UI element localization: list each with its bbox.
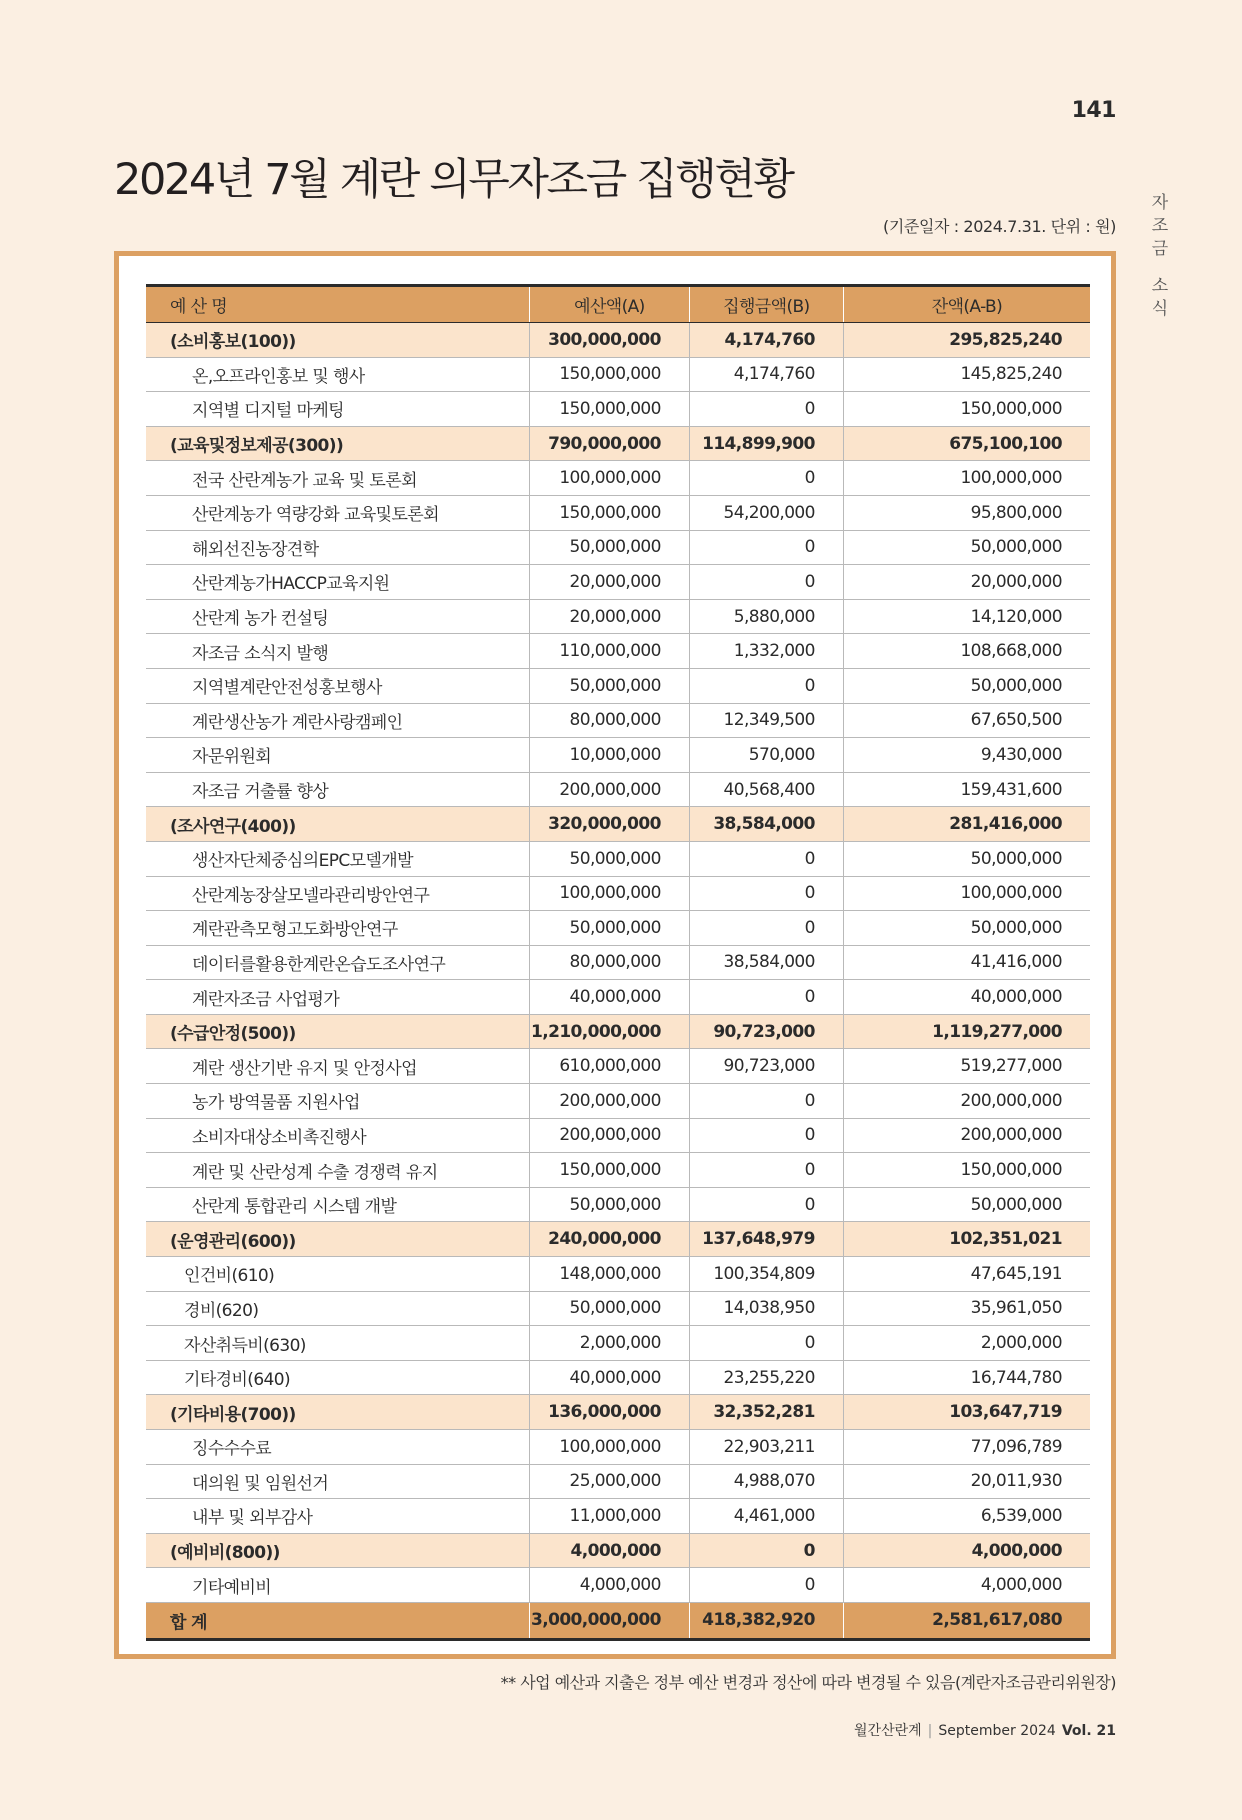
budget-name-cell: 계란관측모형고도화방안연구 [146, 911, 530, 946]
budget-amount-cell: 100,000,000 [530, 1430, 690, 1465]
budget-amount-cell: 790,000,000 [530, 426, 690, 461]
budget-name-cell: 계란자조금 사업평가 [146, 980, 530, 1015]
total-label: 합 계 [146, 1602, 530, 1639]
budget-name-cell: 자조금 거출률 향상 [146, 772, 530, 807]
budget-amount-cell: 50,000,000 [530, 668, 690, 703]
header-balance: 잔액(A-B) [843, 286, 1090, 323]
balance-cell: 50,000,000 [843, 668, 1090, 703]
executed-amount-cell: 90,723,000 [689, 1014, 843, 1049]
side-tab-gap [1148, 261, 1172, 275]
table-row [146, 1430, 1090, 1465]
budget-name-cell: 징수수수료 [146, 1430, 530, 1465]
budget-amount-cell: 4,000,000 [530, 1568, 690, 1603]
executed-amount-cell: 0 [689, 1568, 843, 1603]
side-tab-char: 소 [1151, 276, 1169, 296]
table-row [146, 599, 1090, 634]
balance-cell: 4,000,000 [843, 1568, 1090, 1603]
category-row [146, 807, 1090, 842]
category-row [146, 1222, 1090, 1257]
budget-name-cell: 기타예비비 [146, 1568, 530, 1603]
section-side-tab [1148, 192, 1172, 321]
budget-amount-cell: 2,000,000 [530, 1326, 690, 1361]
budget-name-cell: (예비비(800)) [146, 1533, 530, 1568]
budget-amount-cell: 20,000,000 [530, 599, 690, 634]
budget-amount-cell: 4,000,000 [530, 1533, 690, 1568]
table-row [146, 530, 1090, 565]
side-tab-char: 금 [1151, 239, 1169, 259]
executed-amount-cell: 0 [689, 876, 843, 911]
balance-cell: 2,000,000 [843, 1326, 1090, 1361]
balance-cell: 145,825,240 [843, 357, 1090, 392]
executed-amount-cell: 0 [689, 1326, 843, 1361]
budget-amount-cell: 50,000,000 [530, 1291, 690, 1326]
balance-cell: 295,825,240 [843, 323, 1090, 358]
executed-amount-cell: 54,200,000 [689, 495, 843, 530]
header-budget-name: 예 산 명 [146, 286, 530, 323]
budget-amount-cell: 40,000,000 [530, 1360, 690, 1395]
executed-amount-cell: 0 [689, 530, 843, 565]
side-tab-char: 조 [1151, 216, 1169, 236]
budget-amount-cell: 50,000,000 [530, 1187, 690, 1222]
balance-cell: 47,645,191 [843, 1257, 1090, 1292]
table-row [146, 1360, 1090, 1395]
table-row [146, 1464, 1090, 1499]
budget-name-cell: 자문위원회 [146, 738, 530, 773]
balance-cell: 40,000,000 [843, 980, 1090, 1015]
budget-name-cell: 산란계 농가 컨설팅 [146, 599, 530, 634]
table-row [146, 1084, 1090, 1119]
budget-amount-cell: 10,000,000 [530, 738, 690, 773]
budget-amount-cell: 100,000,000 [530, 876, 690, 911]
table-row [146, 565, 1090, 600]
budget-amount-cell: 150,000,000 [530, 1153, 690, 1188]
executed-amount-cell: 0 [689, 392, 843, 427]
magazine-name: 월간산란계 [854, 1723, 922, 1739]
budget-amount-cell: 150,000,000 [530, 357, 690, 392]
budget-name-cell: 자조금 소식지 발행 [146, 634, 530, 669]
executed-amount-cell: 100,354,809 [689, 1257, 843, 1292]
budget-amount-cell: 300,000,000 [530, 323, 690, 358]
budget-amount-cell: 200,000,000 [530, 1118, 690, 1153]
budget-amount-cell: 50,000,000 [530, 530, 690, 565]
executed-amount-cell: 0 [689, 1118, 843, 1153]
balance-cell: 200,000,000 [843, 1084, 1090, 1119]
budget-name-cell: 소비자대상소비촉진행사 [146, 1118, 530, 1153]
volume-number: Vol. 21 [1061, 1723, 1116, 1739]
executed-amount-cell: 38,584,000 [689, 807, 843, 842]
executed-amount-cell: 0 [689, 911, 843, 946]
executed-amount-cell: 4,174,760 [689, 357, 843, 392]
balance-cell: 41,416,000 [843, 945, 1090, 980]
total-budget: 3,000,000,000 [530, 1602, 690, 1639]
balance-cell: 50,000,000 [843, 841, 1090, 876]
balance-cell: 67,650,500 [843, 703, 1090, 738]
balance-cell: 20,000,000 [843, 565, 1090, 600]
budget-name-cell: 산란계농가 역량강화 교육및토론회 [146, 495, 530, 530]
budget-amount-cell: 100,000,000 [530, 461, 690, 496]
budget-name-cell: 산란계농장살모넬라관리방안연구 [146, 876, 530, 911]
executed-amount-cell: 23,255,220 [689, 1360, 843, 1395]
executed-amount-cell: 5,880,000 [689, 599, 843, 634]
budget-name-cell: 산란계농가HACCP교육지원 [146, 565, 530, 600]
balance-cell: 9,430,000 [843, 738, 1090, 773]
table-row [146, 980, 1090, 1015]
budget-amount-cell: 40,000,000 [530, 980, 690, 1015]
table-row [146, 876, 1090, 911]
executed-amount-cell: 0 [689, 668, 843, 703]
executed-amount-cell: 1,332,000 [689, 634, 843, 669]
executed-amount-cell: 38,584,000 [689, 945, 843, 980]
balance-cell: 150,000,000 [843, 1153, 1090, 1188]
executed-amount-cell: 40,568,400 [689, 772, 843, 807]
budget-name-cell: (교육및정보제공(300)) [146, 426, 530, 461]
table-row [146, 772, 1090, 807]
total-row [146, 1602, 1090, 1639]
side-tab-char: 자 [1151, 193, 1169, 213]
balance-cell: 150,000,000 [843, 392, 1090, 427]
table-row [146, 1049, 1090, 1084]
budget-amount-cell: 50,000,000 [530, 911, 690, 946]
budget-amount-cell: 50,000,000 [530, 841, 690, 876]
budget-name-cell: 생산자단체중심의EPC모델개발 [146, 841, 530, 876]
table-row [146, 841, 1090, 876]
table-header-row [146, 286, 1090, 323]
balance-cell: 675,100,100 [843, 426, 1090, 461]
budget-name-cell: 내부 및 외부감사 [146, 1499, 530, 1534]
header-budget-amount: 예산액(A) [530, 286, 690, 323]
balance-cell: 16,744,780 [843, 1360, 1090, 1395]
budget-amount-cell: 150,000,000 [530, 392, 690, 427]
executed-amount-cell: 570,000 [689, 738, 843, 773]
balance-cell: 100,000,000 [843, 461, 1090, 496]
table-row [146, 495, 1090, 530]
executed-amount-cell: 0 [689, 1084, 843, 1119]
budget-name-cell: 농가 방역물품 지원사업 [146, 1084, 530, 1119]
executed-amount-cell: 12,349,500 [689, 703, 843, 738]
table-row [146, 634, 1090, 669]
executed-amount-cell: 0 [689, 1153, 843, 1188]
budget-name-cell: 산란계 통합관리 시스템 개발 [146, 1187, 530, 1222]
budget-name-cell: 인건비(610) [146, 1257, 530, 1292]
budget-amount-cell: 20,000,000 [530, 565, 690, 600]
budget-amount-cell: 610,000,000 [530, 1049, 690, 1084]
budget-name-cell: (수급안정(500)) [146, 1014, 530, 1049]
budget-name-cell: (조사연구(400)) [146, 807, 530, 842]
table-row [146, 1291, 1090, 1326]
budget-amount-cell: 80,000,000 [530, 703, 690, 738]
balance-cell: 77,096,789 [843, 1430, 1090, 1465]
budget-name-cell: 지역별계란안전성홍보행사 [146, 668, 530, 703]
balance-cell: 281,416,000 [843, 807, 1090, 842]
budget-name-cell: (운영관리(600)) [146, 1222, 530, 1257]
category-row [146, 1533, 1090, 1568]
table-row [146, 911, 1090, 946]
reference-date-unit: (기준일자 : 2024.7.31. 단위 : 원) [882, 217, 1116, 236]
budget-name-cell: (소비홍보(100)) [146, 323, 530, 358]
category-row [146, 323, 1090, 358]
side-tab-char: 식 [1151, 299, 1169, 319]
table-row [146, 1153, 1090, 1188]
table-row [146, 461, 1090, 496]
budget-name-cell: 데이터를활용한계란온습도조사연구 [146, 945, 530, 980]
executed-amount-cell: 0 [689, 980, 843, 1015]
executed-amount-cell: 0 [689, 841, 843, 876]
budget-amount-cell: 80,000,000 [530, 945, 690, 980]
executed-amount-cell: 22,903,211 [689, 1430, 843, 1465]
budget-amount-cell: 200,000,000 [530, 1084, 690, 1119]
category-row [146, 426, 1090, 461]
table-row [146, 1326, 1090, 1361]
budget-name-cell: 자산취득비(630) [146, 1326, 530, 1361]
balance-cell: 50,000,000 [843, 911, 1090, 946]
balance-cell: 14,120,000 [843, 599, 1090, 634]
table-row [146, 703, 1090, 738]
table-row [146, 945, 1090, 980]
table-row [146, 668, 1090, 703]
category-row [146, 1014, 1090, 1049]
balance-cell: 35,961,050 [843, 1291, 1090, 1326]
balance-cell: 519,277,000 [843, 1049, 1090, 1084]
issue-date: September 2024 [938, 1723, 1056, 1739]
table-row [146, 738, 1090, 773]
executed-amount-cell: 14,038,950 [689, 1291, 843, 1326]
category-row [146, 1395, 1090, 1430]
balance-cell: 6,539,000 [843, 1499, 1090, 1534]
executed-amount-cell: 0 [689, 1187, 843, 1222]
balance-cell: 95,800,000 [843, 495, 1090, 530]
footnote: ** 사업 예산과 지출은 정부 예산 변경과 정산에 따라 변경될 수 있음(계란자조금관리위원장) [500, 1673, 1116, 1692]
table-row [146, 1118, 1090, 1153]
budget-amount-cell: 110,000,000 [530, 634, 690, 669]
balance-cell: 50,000,000 [843, 530, 1090, 565]
budget-amount-cell: 11,000,000 [530, 1499, 690, 1534]
budget-table [146, 284, 1090, 1641]
table-row [146, 1568, 1090, 1603]
balance-cell: 102,351,021 [843, 1222, 1090, 1257]
budget-name-cell: 온,오프라인홍보 및 행사 [146, 357, 530, 392]
balance-cell: 100,000,000 [843, 876, 1090, 911]
executed-amount-cell: 4,174,760 [689, 323, 843, 358]
table-body [146, 323, 1090, 1603]
budget-name-cell: 계란 및 산란성계 수출 경쟁력 유지 [146, 1153, 530, 1188]
page-footer [854, 1720, 1116, 1740]
budget-amount-cell: 148,000,000 [530, 1257, 690, 1292]
balance-cell: 103,647,719 [843, 1395, 1090, 1430]
budget-name-cell: 대의원 및 임원선거 [146, 1464, 530, 1499]
balance-cell: 159,431,600 [843, 772, 1090, 807]
budget-name-cell: 해외선진농장견학 [146, 530, 530, 565]
executed-amount-cell: 0 [689, 461, 843, 496]
total-balance: 2,581,617,080 [843, 1602, 1090, 1639]
budget-name-cell: (기타비용(700)) [146, 1395, 530, 1430]
budget-amount-cell: 320,000,000 [530, 807, 690, 842]
budget-name-cell: 지역별 디지털 마케팅 [146, 392, 530, 427]
budget-name-cell: 계란생산농가 계란사랑캠페인 [146, 703, 530, 738]
budget-name-cell: 기타경비(640) [146, 1360, 530, 1395]
total-executed: 418,382,920 [689, 1602, 843, 1639]
executed-amount-cell: 0 [689, 1533, 843, 1568]
balance-cell: 4,000,000 [843, 1533, 1090, 1568]
table-row [146, 1187, 1090, 1222]
balance-cell: 20,011,930 [843, 1464, 1090, 1499]
budget-amount-cell: 150,000,000 [530, 495, 690, 530]
executed-amount-cell: 114,899,900 [689, 426, 843, 461]
table-row [146, 357, 1090, 392]
executed-amount-cell: 4,988,070 [689, 1464, 843, 1499]
page-number: 141 [1071, 98, 1116, 123]
balance-cell: 200,000,000 [843, 1118, 1090, 1153]
balance-cell: 1,119,277,000 [843, 1014, 1090, 1049]
table-row [146, 392, 1090, 427]
budget-name-cell: 계란 생산기반 유지 및 안정사업 [146, 1049, 530, 1084]
table-row [146, 1257, 1090, 1292]
budget-name-cell: 경비(620) [146, 1291, 530, 1326]
header-executed-amount: 집행금액(B) [689, 286, 843, 323]
budget-amount-cell: 25,000,000 [530, 1464, 690, 1499]
balance-cell: 50,000,000 [843, 1187, 1090, 1222]
budget-amount-cell: 136,000,000 [530, 1395, 690, 1430]
budget-amount-cell: 200,000,000 [530, 772, 690, 807]
executed-amount-cell: 90,723,000 [689, 1049, 843, 1084]
budget-name-cell: 전국 산란계농가 교육 및 토론회 [146, 461, 530, 496]
executed-amount-cell: 0 [689, 565, 843, 600]
executed-amount-cell: 32,352,281 [689, 1395, 843, 1430]
executed-amount-cell: 4,461,000 [689, 1499, 843, 1534]
budget-amount-cell: 240,000,000 [530, 1222, 690, 1257]
balance-cell: 108,668,000 [843, 634, 1090, 669]
executed-amount-cell: 137,648,979 [689, 1222, 843, 1257]
page-title: 2024년 7월 계란 의무자조금 집행현황 [114, 155, 793, 205]
footer-divider: | [927, 1723, 933, 1739]
table-row [146, 1499, 1090, 1534]
budget-amount-cell: 1,210,000,000 [530, 1014, 690, 1049]
table-frame [114, 251, 1116, 1659]
